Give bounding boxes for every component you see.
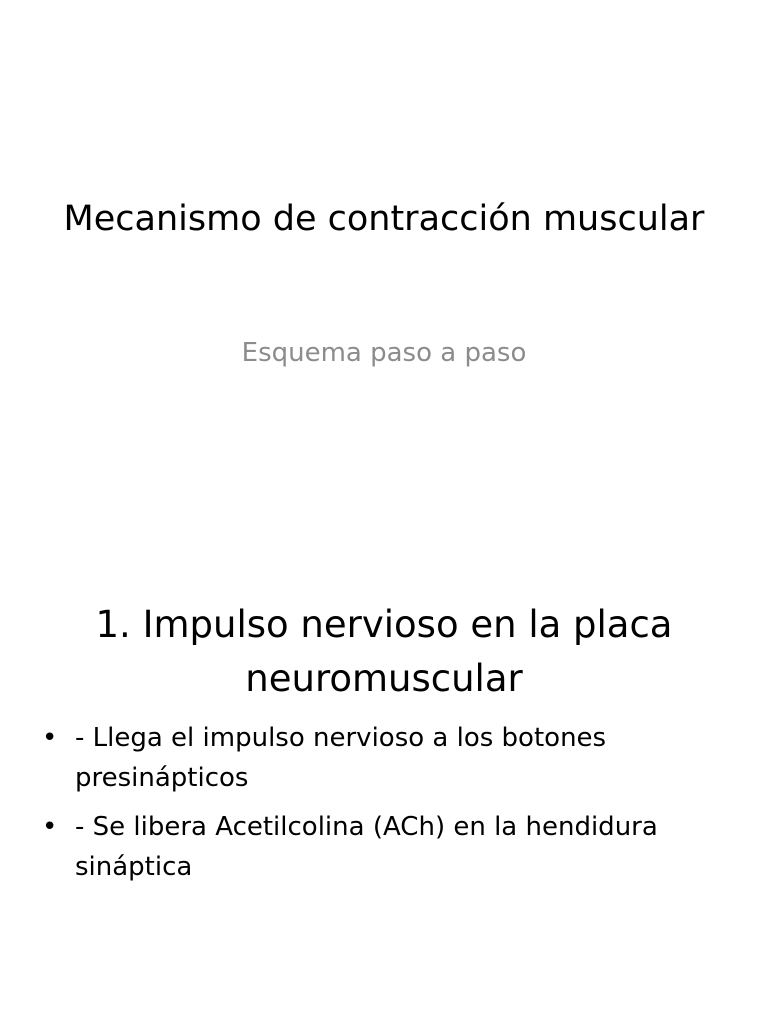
- bullet-text: - Llega el impulso nervioso a los botones presinápticos: [75, 723, 607, 793]
- slide-title: Mecanismo de contracción muscular: [63, 199, 705, 239]
- bullet-text: - Se libera Acetilcolina (ACh) en la hendidura sináptica: [75, 812, 658, 882]
- bullet-item: [40, 718, 710, 798]
- bullet-item: [40, 807, 710, 887]
- bullet-list: [40, 718, 710, 896]
- slide-subtitle: Esquema paso a paso: [241, 338, 527, 368]
- bullet-dot-icon: •: [42, 812, 58, 842]
- content-slide: [0, 512, 768, 1024]
- bullet-dot-icon: •: [42, 723, 58, 753]
- slide-heading: 1. Impulso nervioso en la placa neuromuscular: [95, 603, 673, 700]
